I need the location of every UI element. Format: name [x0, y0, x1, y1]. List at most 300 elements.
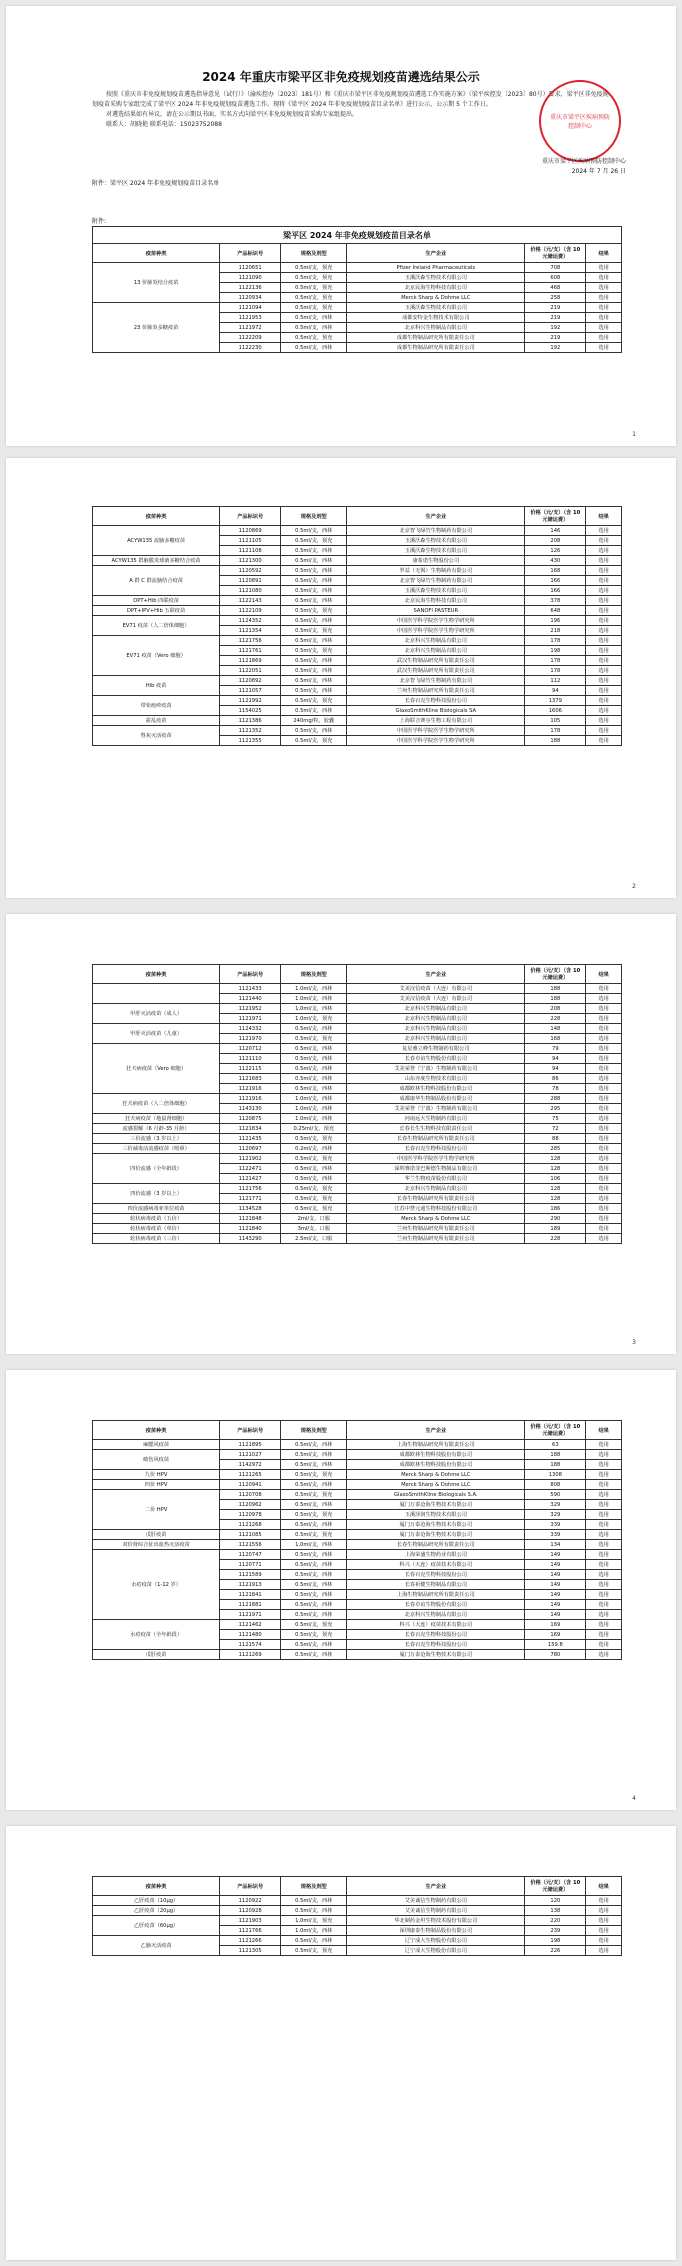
cell-company: 艾美诚信生物制药有限公司 [347, 1906, 525, 1916]
cell-spec: 0.5ml/支，西林 [281, 1896, 347, 1906]
cell-company: 北京科兴生物制品有限公司 [347, 1024, 525, 1034]
cell-spec: 0.5ml/支，西林 [281, 1550, 347, 1560]
cell-price: 239 [525, 1926, 586, 1936]
cell-id: 1121080 [220, 586, 281, 596]
cell-company: 兰州生物制品研究所有限责任公司 [347, 1224, 525, 1234]
cell-spec: 0.5ml/支，西林 [281, 1650, 347, 1660]
cell-result: 选用 [586, 666, 622, 676]
cell-company: 玉溪沃森生物技术有限公司 [347, 536, 525, 546]
vaccine-type: ACYW135 流脑多糖疫苗 [93, 526, 220, 556]
table-row [93, 303, 622, 313]
cell-id: 1120697 [220, 1144, 281, 1154]
table-row [93, 1470, 622, 1480]
cell-spec: 0.5ml/支，西林 [281, 686, 347, 696]
cell-spec: 0.5ml/支，西林 [281, 1906, 347, 1916]
table-row [93, 1214, 622, 1224]
table-row [93, 1540, 622, 1550]
stamp-text: 重庆市梁平区疾病预防控制中心 [550, 114, 611, 130]
cell-result: 选用 [586, 1510, 622, 1520]
cell-company: 长春祈健生物制品有限公司 [347, 1580, 525, 1590]
cell-price: 168 [525, 1034, 586, 1044]
page-4 [6, 1370, 676, 1810]
cell-spec: 0.5ml/支，预充 [281, 303, 347, 313]
cell-spec: 0.5ml/支，预充 [281, 1530, 347, 1540]
cell-id: 1121881 [220, 1600, 281, 1610]
cell-price: 178 [525, 726, 586, 736]
cell-price: 189 [525, 1224, 586, 1234]
table-row [93, 1896, 622, 1906]
cell-result: 选用 [586, 1154, 622, 1164]
cell-company: 上海生物制品研究所有限责任公司 [347, 1590, 525, 1600]
cell-company: 北京智飞绿竹生物制药有限公司 [347, 526, 525, 536]
cell-price: 1379 [525, 696, 586, 706]
cell-company: 华北制药金坦生物技术股份有限公司 [347, 1916, 525, 1926]
vaccine-type: 四价流感（3 岁以上） [93, 1184, 220, 1204]
table-row [93, 1094, 622, 1104]
cell-result: 选用 [586, 1570, 622, 1580]
header-id: 产品标识号 [220, 507, 281, 526]
cell-company: 玉溪沃森生物技术有限公司 [347, 273, 525, 283]
cell-result: 选用 [586, 1054, 622, 1064]
cell-result: 选用 [586, 1214, 622, 1224]
vaccine-table-4 [92, 1420, 622, 1660]
cell-id: 1121903 [220, 1916, 281, 1926]
cell-result: 选用 [586, 994, 622, 1004]
cell-company: 长春卓谊生物股份有限公司 [347, 1054, 525, 1064]
cell-spec: 0.5ml/支，西林 [281, 1054, 347, 1064]
cell-result: 选用 [586, 1074, 622, 1084]
cell-spec: 0.5ml/支，预充 [281, 1034, 347, 1044]
header-company: 生产企业 [347, 507, 525, 526]
cell-company: 成都欧林生物科技股份有限公司 [347, 1084, 525, 1094]
cell-id: 1121305 [220, 1946, 281, 1956]
cell-id: 1121057 [220, 686, 281, 696]
vaccine-type: 狂犬病疫苗（人二倍体细胞） [93, 1094, 220, 1114]
table-row [93, 726, 622, 736]
cell-price: 198 [525, 646, 586, 656]
cell-id: 1120771 [220, 1560, 281, 1570]
cell-id: 1121556 [220, 1540, 281, 1550]
cell-result: 选用 [586, 1630, 622, 1640]
table-row [93, 984, 622, 994]
cell-result: 选用 [586, 1640, 622, 1650]
cell-result: 选用 [586, 696, 622, 706]
header-spec: 规格及剂型 [281, 244, 347, 263]
page-3 [6, 914, 676, 1354]
page-1 [6, 6, 676, 446]
cell-id: 1121895 [220, 1440, 281, 1450]
vaccine-type: 轮状病毒疫苗（三价） [93, 1234, 220, 1244]
cell-company: 上海荣盛生物药业有限公司 [347, 1550, 525, 1560]
header-result: 结果 [586, 1877, 622, 1896]
cell-spec: 0.5ml/支，预充 [281, 263, 347, 273]
cell-spec: 0.5ml/支，预充 [281, 283, 347, 293]
cell-price: 178 [525, 666, 586, 676]
cell-spec: 0.5ml/支，预充 [281, 1194, 347, 1204]
cell-company: 北京智飞绿竹生物制药有限公司 [347, 576, 525, 586]
page-number: 1 [632, 431, 636, 438]
cell-result: 选用 [586, 1580, 622, 1590]
table-row [93, 1480, 622, 1490]
cell-spec: 0.5ml/支，西林 [281, 576, 347, 586]
cell-company: 北京民海生物科技有限公司 [347, 596, 525, 606]
cell-company: 深圳赛诺菲巴斯德生物制品有限公司 [347, 1164, 525, 1174]
cell-price: 590 [525, 1490, 586, 1500]
cell-company: 中国医学科学院医学生物学研究所 [347, 1154, 525, 1164]
cell-id: 1121268 [220, 1520, 281, 1530]
cell-result: 选用 [586, 1024, 622, 1034]
cell-result: 选用 [586, 1906, 622, 1916]
cell-spec: 0.5ml/支，西林 [281, 1520, 347, 1530]
cell-spec: 0.25ml/支，预充 [281, 1124, 347, 1134]
cell-spec: 0.5ml/支，西林 [281, 1064, 347, 1074]
cell-result: 选用 [586, 536, 622, 546]
vaccine-type: 破伤风疫苗 [93, 1450, 220, 1470]
cell-company: 玉溪泽润生物技术有限公司 [347, 1510, 525, 1520]
cell-price: 228 [525, 1014, 586, 1024]
cell-result: 选用 [586, 626, 622, 636]
vaccine-type: 双价肾综合征出血热灭活疫苗 [93, 1540, 220, 1550]
cell-price: 288 [525, 1094, 586, 1104]
cell-id: 1124332 [220, 1024, 281, 1034]
cell-spec: 0.5ml/支，西林 [281, 666, 347, 676]
header-type: 疫苗种类 [93, 965, 220, 984]
cell-spec: 1.0ml/支，西林 [281, 994, 347, 1004]
cell-spec: 0.5ml/支，西林 [281, 526, 347, 536]
cell-result: 选用 [586, 1174, 622, 1184]
vaccine-type: 戊肝疫苗 [93, 1530, 220, 1540]
header-price: 价格（元/支）（含 10 元储运费） [525, 244, 586, 263]
cell-price: 88 [525, 1134, 586, 1144]
cell-spec: 0.5ml/支，西林 [281, 1450, 347, 1460]
cell-company: 中国医学科学院医学生物学研究所 [347, 616, 525, 626]
cell-price: 378 [525, 596, 586, 606]
cell-price: 430 [525, 556, 586, 566]
cell-spec: 0.5ml/支，预充 [281, 606, 347, 616]
vaccine-type: 九价 HPV [93, 1470, 220, 1480]
cell-id: 1121756 [220, 1184, 281, 1194]
cell-spec: 0.5ml/支，西林 [281, 596, 347, 606]
cell-id: 1121355 [220, 736, 281, 746]
cell-result: 选用 [586, 676, 622, 686]
cell-company: 厦门万泰沧海生物技术有限公司 [347, 1650, 525, 1660]
table-header-row [93, 965, 622, 984]
cell-company: 北京科兴生物制品有限公司 [347, 323, 525, 333]
cell-price: 106 [525, 1174, 586, 1184]
cell-spec: 0.5ml/支，西林 [281, 1640, 347, 1650]
vaccine-type: DPT+Hib 四联疫苗 [93, 596, 220, 606]
table-row [93, 566, 622, 576]
cell-result: 选用 [586, 1590, 622, 1600]
cell-result: 选用 [586, 1034, 622, 1044]
cell-price: 149 [525, 1590, 586, 1600]
cell-company: 北京科兴生物制品有限公司 [347, 636, 525, 646]
cell-id: 1154025 [220, 706, 281, 716]
cell-company: 成都生物制品研究所有限责任公司 [347, 333, 525, 343]
cell-id: 1121300 [220, 556, 281, 566]
cell-result: 选用 [586, 1470, 622, 1480]
cell-result: 选用 [586, 1084, 622, 1094]
table-row [93, 696, 622, 706]
cell-company: 深圳康泰生物制品股份有限公司 [347, 1926, 525, 1936]
cell-price: 78 [525, 1084, 586, 1094]
cell-id: 1121683 [220, 1074, 281, 1084]
cell-price: 94 [525, 1064, 586, 1074]
cell-result: 选用 [586, 1480, 622, 1490]
cell-company: Merck Sharp & Dohme LLC [347, 1470, 525, 1480]
cell-spec: 0.5ml/支，预充 [281, 1184, 347, 1194]
table-row [93, 1024, 622, 1034]
table-row [93, 1550, 622, 1560]
cell-company: 成都安特金生物技术有限公司 [347, 313, 525, 323]
cell-price: 188 [525, 994, 586, 1004]
cell-price: 72 [525, 1124, 586, 1134]
table-row [93, 1224, 622, 1234]
cell-result: 选用 [586, 1620, 622, 1630]
table-row [93, 1440, 622, 1450]
cell-price: 166 [525, 576, 586, 586]
cell-price: 178 [525, 656, 586, 666]
header-result: 结果 [586, 507, 622, 526]
cell-spec: 0.5ml/支，预充 [281, 273, 347, 283]
cell-spec: 0.5ml/支，西林 [281, 556, 347, 566]
cell-company: GlaxoSmithKline Biologicals SA [347, 706, 525, 716]
header-spec: 规格及剂型 [281, 1421, 347, 1440]
page-number: 2 [632, 883, 636, 890]
header-price: 价格（元/支）（含 10 元储运费） [525, 507, 586, 526]
header-company: 生产企业 [347, 244, 525, 263]
table-row [93, 526, 622, 536]
table-header-row [93, 1421, 622, 1440]
intro-paragraph-1: 按照《重庆市非免疫规划疫苗遴选指导意见（试行）》（渝疾控办〔2023〕181号）和《重庆市梁平区非免疫规划疫苗遴选工作实施方案》（梁平疾控发〔2023〕80号）要求，梁平区非免疫规划疫苗采购专家组完成了梁平区 2024 年非免疫规划疫苗遴选工作。现将《梁平区 2024 年非免疫规划疫苗目录名单》进行公示，公示期 5 个工作日。 [92, 91, 609, 108]
cell-spec: 0.5ml/支，预充 [281, 536, 347, 546]
cell-spec: 1.0ml/支，预充 [281, 1916, 347, 1926]
cell-id: 1122209 [220, 333, 281, 343]
table-row [93, 1044, 622, 1054]
cell-price: 178 [525, 636, 586, 646]
cell-result: 选用 [586, 273, 622, 283]
cell-spec: 0.5ml/支，预充 [281, 333, 347, 343]
cell-spec: 0.5ml/支，西林 [281, 1164, 347, 1174]
cell-spec: 0.5ml/支，预充 [281, 626, 347, 636]
cell-spec: 0.5ml/支，西林 [281, 1580, 347, 1590]
cell-spec: 0.5ml/支，预充 [281, 1470, 347, 1480]
cell-company: 武汉生物制品研究所有限责任公司 [347, 666, 525, 676]
cell-company: 北京科兴生物制品有限公司 [347, 1014, 525, 1024]
table-row [93, 1450, 622, 1460]
table-row [93, 676, 622, 686]
cell-result: 选用 [586, 716, 622, 726]
cell-result: 选用 [586, 1064, 622, 1074]
cell-id: 1120875 [220, 1114, 281, 1124]
cell-company: 辽宁成大生物股份有限公司 [347, 1946, 525, 1956]
cell-price: 208 [525, 536, 586, 546]
table-row [93, 636, 622, 646]
header-company: 生产企业 [347, 1877, 525, 1896]
cell-spec: 1.0ml/支，西林 [281, 1114, 347, 1124]
table-row [93, 1620, 622, 1630]
table-row [93, 1204, 622, 1214]
cell-company: 艾美汉信疫苗（大连）有限公司 [347, 994, 525, 1004]
cell-result: 选用 [586, 1094, 622, 1104]
cell-spec: 0.5ml/支，西林 [281, 656, 347, 666]
cell-company: 艾美荣誉（宁波）生物制药有限公司 [347, 1104, 525, 1114]
cell-result: 选用 [586, 736, 622, 746]
cell-spec: 0.5ml/支，预充 [281, 1630, 347, 1640]
cell-spec: 3ml/支，口服 [281, 1224, 347, 1234]
vaccine-type: 三价流感（3 岁以上） [93, 1134, 220, 1144]
cell-company: 长春百克生物科技股份公司 [347, 1630, 525, 1640]
cell-spec: 0.5ml/支，西林 [281, 706, 347, 716]
table-row [93, 263, 622, 273]
table-row [93, 1114, 622, 1124]
cell-spec: 0.5ml/支，西林 [281, 1460, 347, 1470]
cell-id: 1121589 [220, 1570, 281, 1580]
cell-spec: 0.5ml/支，预充 [281, 1490, 347, 1500]
cell-price: 468 [525, 283, 586, 293]
cell-id: 1121105 [220, 536, 281, 546]
cell-id: 1120941 [220, 1480, 281, 1490]
cell-spec: 1.0ml/支，西林 [281, 984, 347, 994]
vaccine-type: 狂犬病疫苗（地鼠肾细胞） [93, 1114, 220, 1124]
cell-spec: 0.5ml/支，预充 [281, 293, 347, 303]
table-row [93, 1144, 622, 1154]
cell-price: 226 [525, 1946, 586, 1956]
cell-company: 北京智飞绿竹生物制药有限公司 [347, 676, 525, 686]
header-type: 疫苗种类 [93, 244, 220, 263]
cell-result: 选用 [586, 984, 622, 994]
cell-result: 选用 [586, 586, 622, 596]
cell-id: 1121834 [220, 1124, 281, 1134]
table-row [93, 1234, 622, 1244]
cell-result: 选用 [586, 293, 622, 303]
cell-spec: 0.5ml/支，西林 [281, 546, 347, 556]
cell-result: 选用 [586, 526, 622, 536]
table-row [93, 1134, 622, 1144]
cell-spec: 0.5ml/支，预充 [281, 1154, 347, 1164]
cell-company: 复星雅立峰生物制药有限公司 [347, 1044, 525, 1054]
cell-result: 选用 [586, 1540, 622, 1550]
cell-id: 1120891 [220, 576, 281, 586]
page-2 [6, 458, 676, 898]
cell-id: 1120892 [220, 676, 281, 686]
cell-price: 146 [525, 526, 586, 536]
cell-spec: 0.5ml/支，西林 [281, 1074, 347, 1084]
header-result: 结果 [586, 1421, 622, 1440]
vaccine-type: 乙脑灭活疫苗 [93, 1936, 220, 1956]
cell-company: 北京民海生物科技有限公司 [347, 283, 525, 293]
cell-id: 1122051 [220, 666, 281, 676]
cell-id: 1121090 [220, 273, 281, 283]
cell-price: 94 [525, 1054, 586, 1064]
cell-price: 128 [525, 1184, 586, 1194]
cell-result: 选用 [586, 646, 622, 656]
cell-id: 1120651 [220, 263, 281, 273]
cell-company: 中国医学科学院医学生物学研究所 [347, 626, 525, 636]
header-spec: 规格及剂型 [281, 1877, 347, 1896]
vaccine-type: 霍乱疫苗 [93, 716, 220, 726]
cell-id: 1121848 [220, 1214, 281, 1224]
cell-spec: 0.5ml/支，预充 [281, 1620, 347, 1630]
cell-id: 1121110 [220, 1054, 281, 1064]
cell-price: 159.8 [525, 1640, 586, 1650]
table-row [93, 1916, 622, 1926]
attachment-label: 附件: [92, 218, 107, 225]
cell-id: 1122136 [220, 283, 281, 293]
cell-company: 科兴（大连）疫苗技术有限公司 [347, 1620, 525, 1630]
header-type: 疫苗种类 [93, 1421, 220, 1440]
table-row [93, 1530, 622, 1540]
cell-spec: 0.5ml/支，西林 [281, 1084, 347, 1094]
cell-spec: 0.5ml/支，预充 [281, 1946, 347, 1956]
cell-company: 长春百克生物科技股份公司 [347, 1570, 525, 1580]
cell-spec: 0.5ml/支，西林 [281, 1936, 347, 1946]
cell-spec: 0.5ml/支，西林 [281, 676, 347, 686]
cell-price: 220 [525, 1916, 586, 1926]
cell-result: 选用 [586, 1926, 622, 1936]
cell-price: 290 [525, 1214, 586, 1224]
cell-company: 上海联合赛尔生物工程有限公司 [347, 716, 525, 726]
cell-company: 长春卓谊生物股份有限公司 [347, 1600, 525, 1610]
cell-company: 艾美诚信生物制药有限公司 [347, 1896, 525, 1906]
cell-id: 1120712 [220, 1044, 281, 1054]
cell-company: 河南远大生物制药有限公司 [347, 1114, 525, 1124]
cell-price: 120 [525, 1896, 586, 1906]
vaccine-type: 二价 HPV [93, 1490, 220, 1530]
cell-result: 选用 [586, 1560, 622, 1570]
cell-price: 149 [525, 1600, 586, 1610]
cell-company: 长春长生生物科技有限责任公司 [347, 1124, 525, 1134]
cell-id: 1121971 [220, 1014, 281, 1024]
vaccine-type: 流感裂解（6 月龄-35 月龄） [93, 1124, 220, 1134]
vaccine-type: ACYW135 群脑膜炎球菌多糖结合疫苗 [93, 556, 220, 566]
cell-price: 166 [525, 586, 586, 596]
header-spec: 规格及剂型 [281, 507, 347, 526]
cell-company: 中国医学科学院医学生物学研究所 [347, 736, 525, 746]
table-row [93, 1936, 622, 1946]
page-5 [6, 1826, 676, 2260]
cell-price: 86 [525, 1074, 586, 1084]
cell-id: 1121574 [220, 1640, 281, 1650]
vaccine-type: DPT+IPV+Hib 五联疫苗 [93, 606, 220, 616]
cell-id: 1122109 [220, 606, 281, 616]
cell-id: 1121840 [220, 1224, 281, 1234]
cell-price: 808 [525, 1480, 586, 1490]
table-header-row [93, 507, 622, 526]
cell-result: 选用 [586, 606, 622, 616]
attachment-note: 附件：梁平区 2024 年非免疫规划疫苗目录名单 [92, 180, 220, 187]
cell-price: 208 [525, 1004, 586, 1014]
cell-result: 选用 [586, 1234, 622, 1244]
table-header-row [93, 1877, 622, 1896]
cell-price: 188 [525, 1460, 586, 1470]
table-row [93, 1184, 622, 1194]
cell-result: 选用 [586, 1896, 622, 1906]
cell-result: 选用 [586, 333, 622, 343]
cell-price: 126 [525, 546, 586, 556]
cell-spec: 0.5ml/支，西林 [281, 1174, 347, 1184]
vaccine-type: 带状疱疹疫苗 [93, 696, 220, 716]
cell-price: 149 [525, 1550, 586, 1560]
cell-result: 选用 [586, 576, 622, 586]
header-price: 价格（元/支）（含 10 元储运费） [525, 1421, 586, 1440]
cell-result: 选用 [586, 1124, 622, 1134]
cell-company: 成都欧林生物科技股份有限公司 [347, 1460, 525, 1470]
cell-id: 1143290 [220, 1234, 281, 1244]
cell-spec: 0.5ml/支，预充 [281, 1510, 347, 1520]
vaccine-type: 戊肝疫苗 [93, 1650, 220, 1660]
cell-result: 选用 [586, 1194, 622, 1204]
